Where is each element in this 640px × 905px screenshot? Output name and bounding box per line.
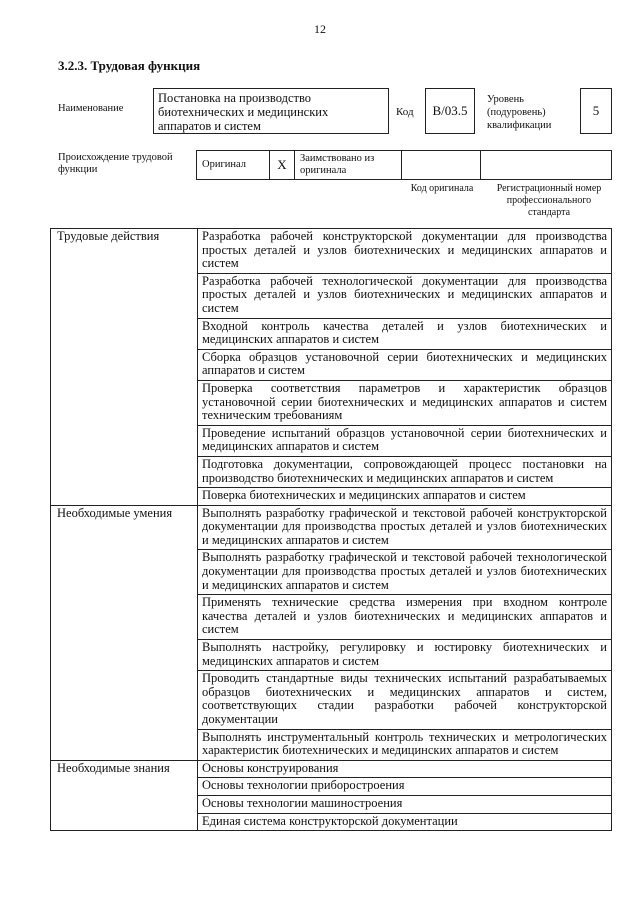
table-row (51, 229, 612, 274)
list-item: Разработка рабочей конструкторской документации для производства простых деталей и узлов биотехнических и медицинских аппаратов и систем (198, 229, 612, 274)
level-value: 5 (580, 88, 612, 134)
list-item: Сборка образцов установочной серии биотехнических и медицинских аппаратов и систем (198, 349, 612, 380)
section-category: Необходимые знания (51, 760, 198, 830)
page-number: 12 (314, 22, 326, 36)
list-item: Проводить стандартные виды технических испытаний разрабатываемых образцов биотехнических и медицинских аппаратов и систем, соответствующих стадии разработки рабочей конструкторской документации (198, 671, 612, 729)
list-item: Основы технологии приборостроения (198, 778, 612, 796)
list-item: Подготовка документации, сопровождающей процесс постановки на производство биотехнических и медицинских аппаратов и систем (198, 456, 612, 487)
level-label: Уровень (подуровень) квалификации (487, 94, 552, 131)
section-category: Необходимые умения (51, 505, 198, 760)
reg-number-label: Регистрационный номер профессионального стандарта (496, 183, 602, 218)
list-item: Поверка биотехнических и медицинских аппаратов и систем (198, 488, 612, 506)
reg-number-cell (481, 151, 612, 180)
name-label: Наименование (58, 103, 124, 114)
table-row (51, 760, 612, 778)
section-category: Трудовые действия (51, 229, 198, 506)
section-title: 3.2.3. Трудовая функция (58, 58, 201, 73)
list-item: Выполнять разработку графической и текстовой рабочей конструкторской документации для производства простых деталей и узлов биотехнических и медицинских аппаратов и систем (198, 505, 612, 550)
borrowed-label: Заимствовано из оригинала (295, 151, 402, 180)
code-original-cell (402, 151, 481, 180)
origin-label: Происхождение трудовой функции (58, 152, 173, 175)
list-item: Применять технические средства измерения при входном контроле качества деталей и узлов биотехнических и медицинских аппаратов и систем (198, 595, 612, 640)
code-original-label: Код оригинала (410, 183, 474, 194)
list-item: Выполнять инструментальный контроль технических и метрологических характеристик биотехнических и медицинских аппаратов и систем (198, 729, 612, 760)
code-label: Код (396, 106, 414, 118)
function-name-value: Постановка на производство биотехнических и медицинских аппаратов и систем (153, 88, 389, 134)
list-item: Выполнять настройку, регулировку и юстировку биотехнических и медицинских аппаратов и систем (198, 640, 612, 671)
function-details-table (50, 228, 612, 831)
list-item: Единая система конструкторской документации (198, 813, 612, 831)
table-row (51, 505, 612, 550)
list-item: Проверка соответствия параметров и характеристик образцов установочной серии биотехнических и медицинских аппаратов и систем техническим требованиям (198, 380, 612, 425)
list-item: Входной контроль качества деталей и узлов биотехнических и медицинских аппаратов и систем (198, 318, 612, 349)
list-item: Выполнять разработку графической и текстовой рабочей технологической документации для производства простых деталей и узлов биотехнических и медицинских аппаратов и систем (198, 550, 612, 595)
list-item: Проведение испытаний образцов установочной серии биотехнических и медицинских аппаратов и систем (198, 425, 612, 456)
list-item: Разработка рабочей технологической документации для производства простых деталей и узлов биотехнических и медицинских аппаратов и систем (198, 273, 612, 318)
list-item: Основы технологии машиностроения (198, 795, 612, 813)
original-mark: X (270, 151, 295, 180)
code-value: В/03.5 (425, 88, 475, 134)
list-item: Основы конструирования (198, 760, 612, 778)
original-label: Оригинал (197, 151, 270, 180)
origin-table (196, 150, 612, 180)
